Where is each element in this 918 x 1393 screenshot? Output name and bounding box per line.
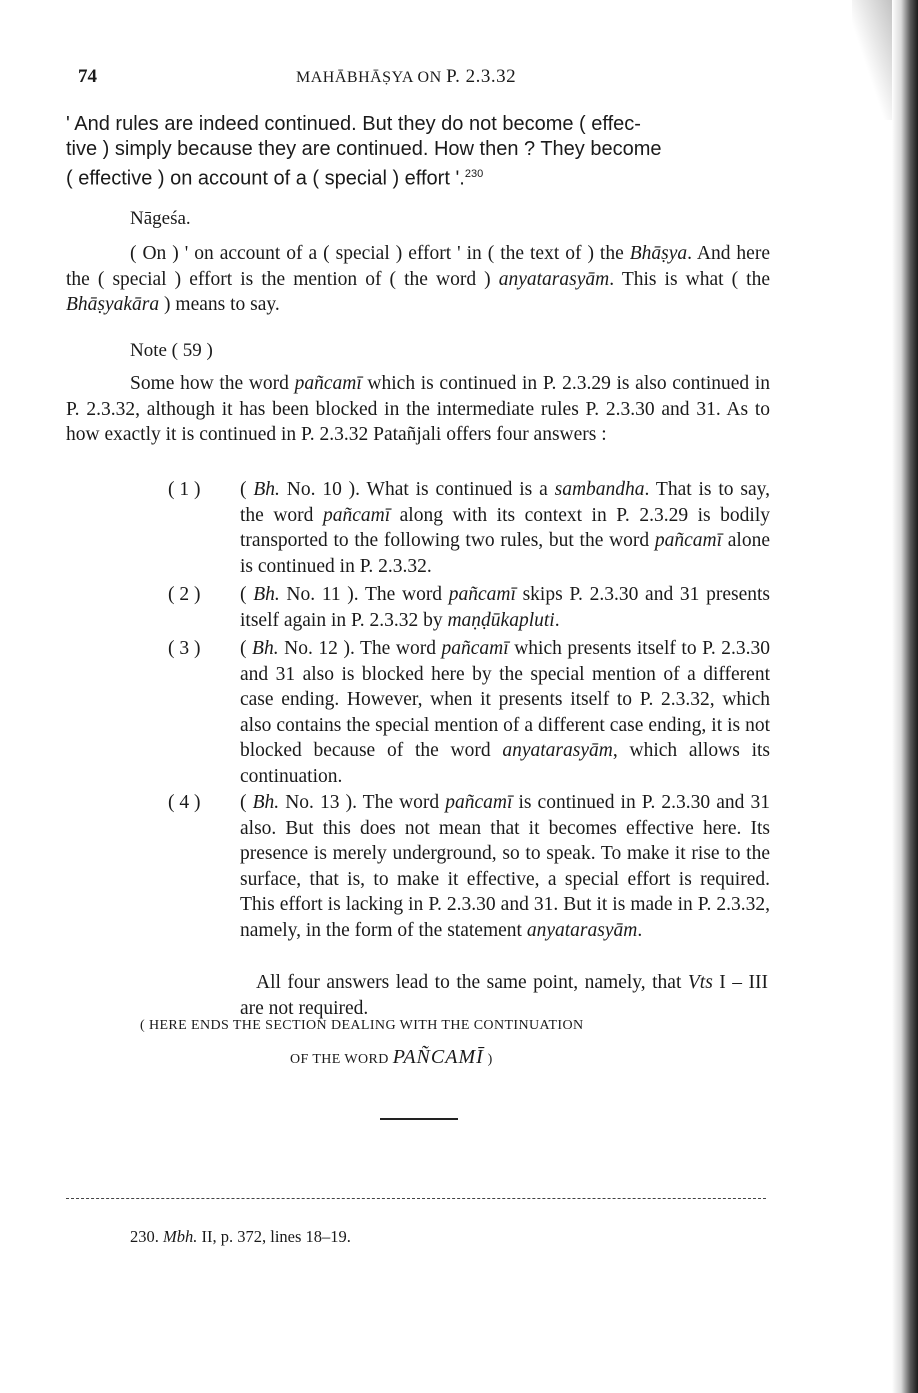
running-title: MAHĀBHĀṢYA ON P. 2.3.32: [296, 66, 517, 87]
note-heading: Note ( 59 ): [130, 340, 213, 361]
answer-2: ( 2 ) ( Bh. No. 11 ). The word pañcamī skips P. 2.3.30 and 31 presents itself again in P. 2.3.32 by maṇḍūkapluti.: [168, 584, 770, 631]
answer-3: ( 3 ) ( Bh. No. 12 ). The word pañcamī which presents itself to P. 2.3.30 and 31 also is blocked here by the special mention of a different case ending. However, when it presents itself to P. 2.3.32, which also contains the special mention of a different case ending, it is not blocked because of the word anyatarasyām, which allows its continuation.: [168, 638, 770, 787]
note-paragraph: Some how the word pañcamī which is continued in P. 2.3.29 is also continued in P. 2.3.32, although it has been blocked in the intermediate rules P. 2.3.30 and 31. As to how exactly it is continued in P. 2.3.32 Patañjali offers four answers :: [66, 373, 770, 445]
footnote-rule: [66, 1198, 766, 1199]
section-end-line-1: ( HERE ENDS THE SECTION DEALING WITH THE CONTINUATION: [140, 1018, 584, 1033]
answer-number: ( 3 ): [168, 638, 201, 659]
answer-1: ( 1 ) ( Bh. No. 10 ). What is continued is a sambandha. That is to say, the word pañcamī along with its context in P. 2.3.29 is bodily transported to the following two rules, but the word pañcamī alone is continued in P. 2.3.32.: [168, 479, 770, 577]
section-divider: [380, 1118, 458, 1120]
nagesa-paragraph: ( On ) ' on account of a ( special ) effort ' in ( the text of ) the Bhāṣya. And here the ( special ) effort is the mention of ( the word ) anyatarasyām. This is what ( the Bhāṣyakāra ) means to say.: [66, 243, 770, 315]
section-end-line-2: OF THE WORD PAÑCAMĪ ): [290, 1046, 493, 1068]
answer-number: ( 2 ): [168, 584, 201, 605]
page-number: 74: [78, 66, 97, 87]
answer-number: ( 1 ): [168, 479, 201, 500]
nagesa-heading: Nāgeśa.: [130, 208, 191, 229]
page-header: [78, 66, 798, 92]
answer-number: ( 4 ): [168, 792, 201, 813]
answer-4: ( 4 ) ( Bh. No. 13 ). The word pañcamī is continued in P. 2.3.30 and 31 also. But this does not mean that it becomes effective here. Its presence is merely underground, so to speak. To make it rise to the surface, that is, to make it effective, a special effort is required. This effort is lacking in P. 2.3.30 and 31. But it is made in P. 2.3.32, namely, in the form of the statement anyatarasyām.: [168, 792, 770, 941]
footnote: 230. Mbh. II, p. 372, lines 18–19.: [130, 1227, 351, 1246]
footnote-ref[interactable]: 230: [464, 168, 484, 180]
page-corner-shadow: [852, 0, 892, 120]
translation-paragraph: ' And rules are indeed continued. But they do not become ( effec- tive ) simply because they are continued. How then ? They become ( effective ) on account of a ( special ) effort '.$^{230}$: [66, 113, 662, 190]
closing-paragraph: All four answers lead to the same point, namely, that Vts I – III are not required.: [240, 972, 768, 1019]
page-binding-shadow: [892, 0, 918, 1393]
